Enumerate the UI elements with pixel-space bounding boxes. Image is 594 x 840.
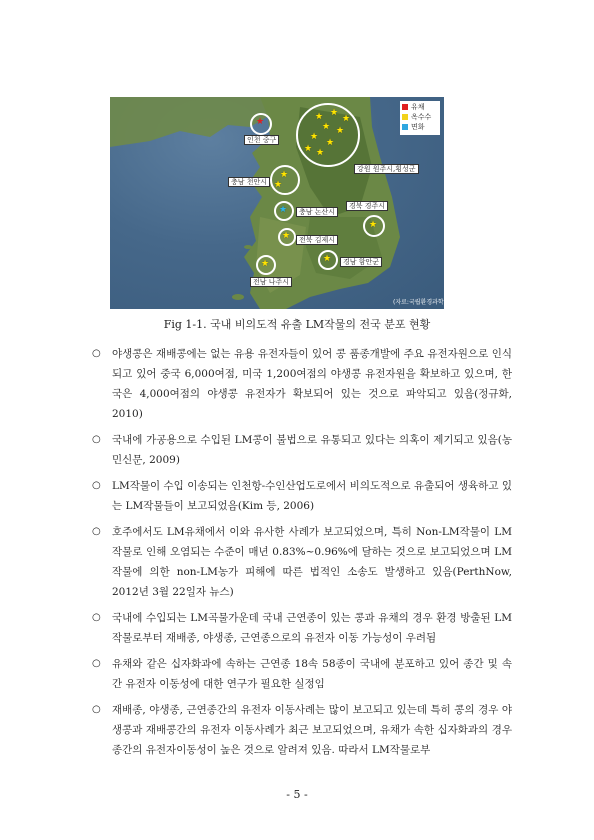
list-item <box>92 700 512 760</box>
bullet-mark: ○ <box>92 434 101 445</box>
region-circle-gangwon <box>296 103 360 167</box>
legend-item-corn <box>402 112 438 122</box>
bullet-text: 유채와 같은 십자화과에 속하는 근연종 18속 58종이 국내에 분포하고 있어 종간 및 속간 유전자 이동성에 대한 연구가 필요한 실정임 <box>112 658 512 690</box>
corn-star-icon: ★ <box>342 114 351 124</box>
list-item <box>92 344 512 424</box>
place-label-incheon: 인천 중구 <box>244 135 279 145</box>
corn-star-icon: ★ <box>326 138 335 148</box>
bullet-text: LM작물이 수입 이송되는 인천항-수인산업도로에서 비의도적으로 유출되어 생육하고 있는 LM작물들이 보고되었음(Kim 등, 2006) <box>112 480 512 512</box>
list-item <box>92 522 512 602</box>
corn-star-icon: ★ <box>282 231 291 241</box>
bullet-mark: ○ <box>92 658 101 669</box>
legend-item-rapeseed <box>402 102 438 112</box>
corn-star-icon: ★ <box>369 220 378 230</box>
bullet-mark: ○ <box>92 526 101 537</box>
place-label-nonsan: 충남 논산시 <box>296 207 338 217</box>
corn-star-icon: ★ <box>336 126 345 136</box>
bullet-text: 야생콩은 재배콩에는 없는 유용 유전자들이 있어 콩 품종개발에 주요 유전자원으로 인식되고 있어 중국 6,000여점, 미국 1,200여점의 야생콩 유전자원을 확보하고 있으며, 한국은 4,000여점의 야생콩 유전자가 확보되어 있는 것으로 파악되고 있음(정규화, 2010) <box>112 348 512 420</box>
legend-label: 유채 <box>411 103 425 111</box>
legend-item-cotton <box>402 122 438 132</box>
place-label-gyeongju: 경북 경주시 <box>346 201 388 211</box>
legend-label: 옥수수 <box>411 113 432 121</box>
place-label-gangwon: 강원 원주시,횡성군 <box>354 164 419 174</box>
map-source-note: (자료:국립환경과학원) <box>393 299 452 306</box>
bullet-text: 호주에서도 LM유채에서 이와 유사한 사례가 보고되었으며, 특히 Non-LM작물이 LM작물로 인해 오염되는 수준이 매년 0.83%~0.96%에 달하는 것으로 보고되었으며 LM작물에 의한 non-LM농가 피해에 따른 법적인 소송도 발생하고 있음(PerthNow, 2012년 3월 22일자 뉴스) <box>112 526 512 598</box>
list-item <box>92 430 512 470</box>
legend-swatch <box>402 124 408 130</box>
corn-star-icon: ★ <box>274 180 283 190</box>
corn-star-icon: ★ <box>304 144 313 154</box>
bullet-text: 국내에 가공용으로 수입된 LM콩이 불법으로 유통되고 있다는 의혹이 제기되고 있음(농민신문, 2009) <box>112 434 512 466</box>
place-label-cheonan: 충남 천안시 <box>228 177 270 187</box>
corn-star-icon: ★ <box>323 254 332 264</box>
corn-star-icon: ★ <box>280 170 289 180</box>
figure-caption: Fig 1-1. 국내 비의도적 유출 LM작물의 전국 분포 현황 <box>163 318 431 331</box>
corn-star-icon: ★ <box>310 132 319 142</box>
bullet-mark: ○ <box>92 480 101 491</box>
corn-star-icon: ★ <box>315 112 324 122</box>
list-item <box>92 654 512 694</box>
corn-star-icon: ★ <box>316 148 325 158</box>
list-item <box>92 476 512 516</box>
corn-star-icon: ★ <box>330 108 339 118</box>
corn-star-icon: ★ <box>261 259 270 269</box>
distribution-map <box>110 97 452 309</box>
page-number: - 5 - <box>286 788 308 801</box>
bullet-text: 국내에 수입되는 LM곡물가운데 국내 근연종이 있는 콩과 유채의 경우 환경 방출된 LM작물로부터 재배종, 야생종, 근연종으로의 유전자 이동 가능성이 우려됨 <box>112 612 512 644</box>
place-label-haman: 경남 함안군 <box>340 257 382 267</box>
bullet-mark: ○ <box>92 704 101 715</box>
place-label-gimje: 전북 김제시 <box>296 235 338 245</box>
legend-swatch <box>402 104 408 110</box>
corn-star-icon: ★ <box>322 122 331 132</box>
cotton-star-icon: ★ <box>279 205 288 215</box>
bullet-mark: ○ <box>92 348 101 359</box>
bullet-list <box>92 344 512 766</box>
list-item <box>92 608 512 648</box>
rapeseed-star-icon: ★ <box>256 117 265 127</box>
bullet-text: 재배종, 야생종, 근연종간의 유전자 이동사례는 많이 보고되고 있는데 특히 콩의 경우 야생콩과 재배콩간의 유전자 이동사례가 최근 보고되었으며, 유채가 속한 십자화과의 경우 종간의 유전자이동성이 높은 것으로 알려져 있음. 따라서 LM작물로부 <box>112 704 512 756</box>
legend-label: 면화 <box>411 123 425 131</box>
map-legend <box>400 101 440 135</box>
place-label-naju: 전남 나주시 <box>250 277 292 287</box>
bullet-mark: ○ <box>92 612 101 623</box>
legend-swatch <box>402 114 408 120</box>
